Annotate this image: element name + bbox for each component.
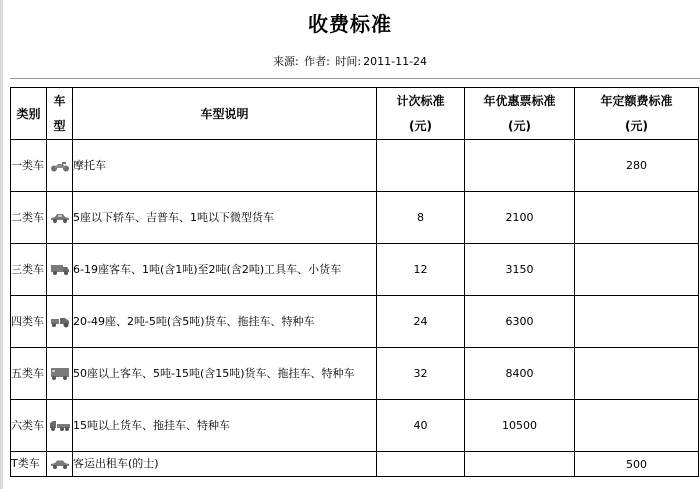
row-desc: 摩托车 [73,140,377,192]
row-desc: 6-19座客车、1吨(含1吨)至2吨(含2吨)工具车、小货车 [73,244,377,296]
header-per-trip-line1: 计次标准 [396,93,445,108]
row-class: 一类车 [11,140,47,192]
header-icon [47,88,73,140]
header-icon-line2: 型 [53,118,66,133]
row-icon [47,296,73,348]
header-class: 类别 [11,88,47,140]
row-icon [47,140,73,192]
divider [10,78,700,79]
header-annual-discount-line1: 年优惠票标准 [483,93,556,108]
heavy-truck-icon [49,420,71,432]
row-annual-fixed: 500 [575,452,699,477]
row-icon [47,348,73,400]
row-annual-discount: 6300 [465,296,575,348]
fee-table [10,87,699,477]
table-row [11,348,699,400]
row-class: T类车 [11,452,47,477]
table-row [11,452,699,477]
large-truck-icon [50,367,70,381]
row-annual-fixed [575,296,699,348]
row-class: 四类车 [11,296,47,348]
sedan-icon [50,212,70,224]
row-class: 三类车 [11,244,47,296]
left-border [0,0,3,489]
source-label: 来源: [272,55,299,68]
header-per-trip-line2: (元) [409,118,432,133]
row-annual-fixed [575,192,699,244]
row-desc: 客运出租车(的士) [73,452,377,477]
row-annual-discount: 3150 [465,244,575,296]
header-annual-fixed-line1: 年定额费标准 [600,93,673,108]
row-per-trip [377,140,465,192]
row-annual-discount: 2100 [465,192,575,244]
row-class: 六类车 [11,400,47,452]
header-per-trip [377,88,465,140]
author-label: 作者: [304,55,330,68]
row-annual-discount: 10500 [465,400,575,452]
row-icon [47,192,73,244]
table-row [11,192,699,244]
header-annual-discount [465,88,575,140]
small-truck-icon [50,263,70,276]
row-class: 五类车 [11,348,47,400]
row-per-trip: 40 [377,400,465,452]
table-row [11,244,699,296]
motorcycle-icon [50,160,70,172]
row-desc: 50座以上客车、5吨-15吨(含15吨)货车、拖挂车、特种车 [73,348,377,400]
row-annual-fixed [575,244,699,296]
row-class: 二类车 [11,192,47,244]
row-annual-fixed [575,400,699,452]
row-annual-fixed: 280 [575,140,699,192]
row-icon [47,400,73,452]
header-annual-fixed-line2: (元) [625,118,648,133]
header-desc: 车型说明 [73,88,377,140]
table-row [11,296,699,348]
header-icon-line1: 车 [53,93,66,108]
row-per-trip: 32 [377,348,465,400]
page-title: 收费标准 [308,12,392,36]
row-annual-fixed [575,348,699,400]
row-per-trip: 8 [377,192,465,244]
table-row [11,400,699,452]
row-annual-discount: 8400 [465,348,575,400]
medium-truck-icon [50,316,70,328]
header-annual-discount-line2: (元) [508,118,531,133]
row-per-trip: 24 [377,296,465,348]
row-icon [47,452,73,477]
row-annual-discount [465,452,575,477]
table-header-row [11,88,699,140]
row-desc: 20-49座、2吨-5吨(含5吨)货车、拖挂车、特种车 [73,296,377,348]
header-annual-fixed [575,88,699,140]
row-annual-discount [465,140,575,192]
row-per-trip [377,452,465,477]
table-row [11,140,699,192]
row-icon [47,244,73,296]
taxi-icon [50,459,70,470]
row-desc: 5座以下轿车、吉普车、1吨以下微型货车 [73,192,377,244]
article-meta [0,53,700,69]
row-per-trip: 12 [377,244,465,296]
time-value: 2011-11-24 [363,55,428,68]
row-desc: 15吨以上货车、拖挂车、特种车 [73,400,377,452]
time-label: 时间: [335,55,362,68]
